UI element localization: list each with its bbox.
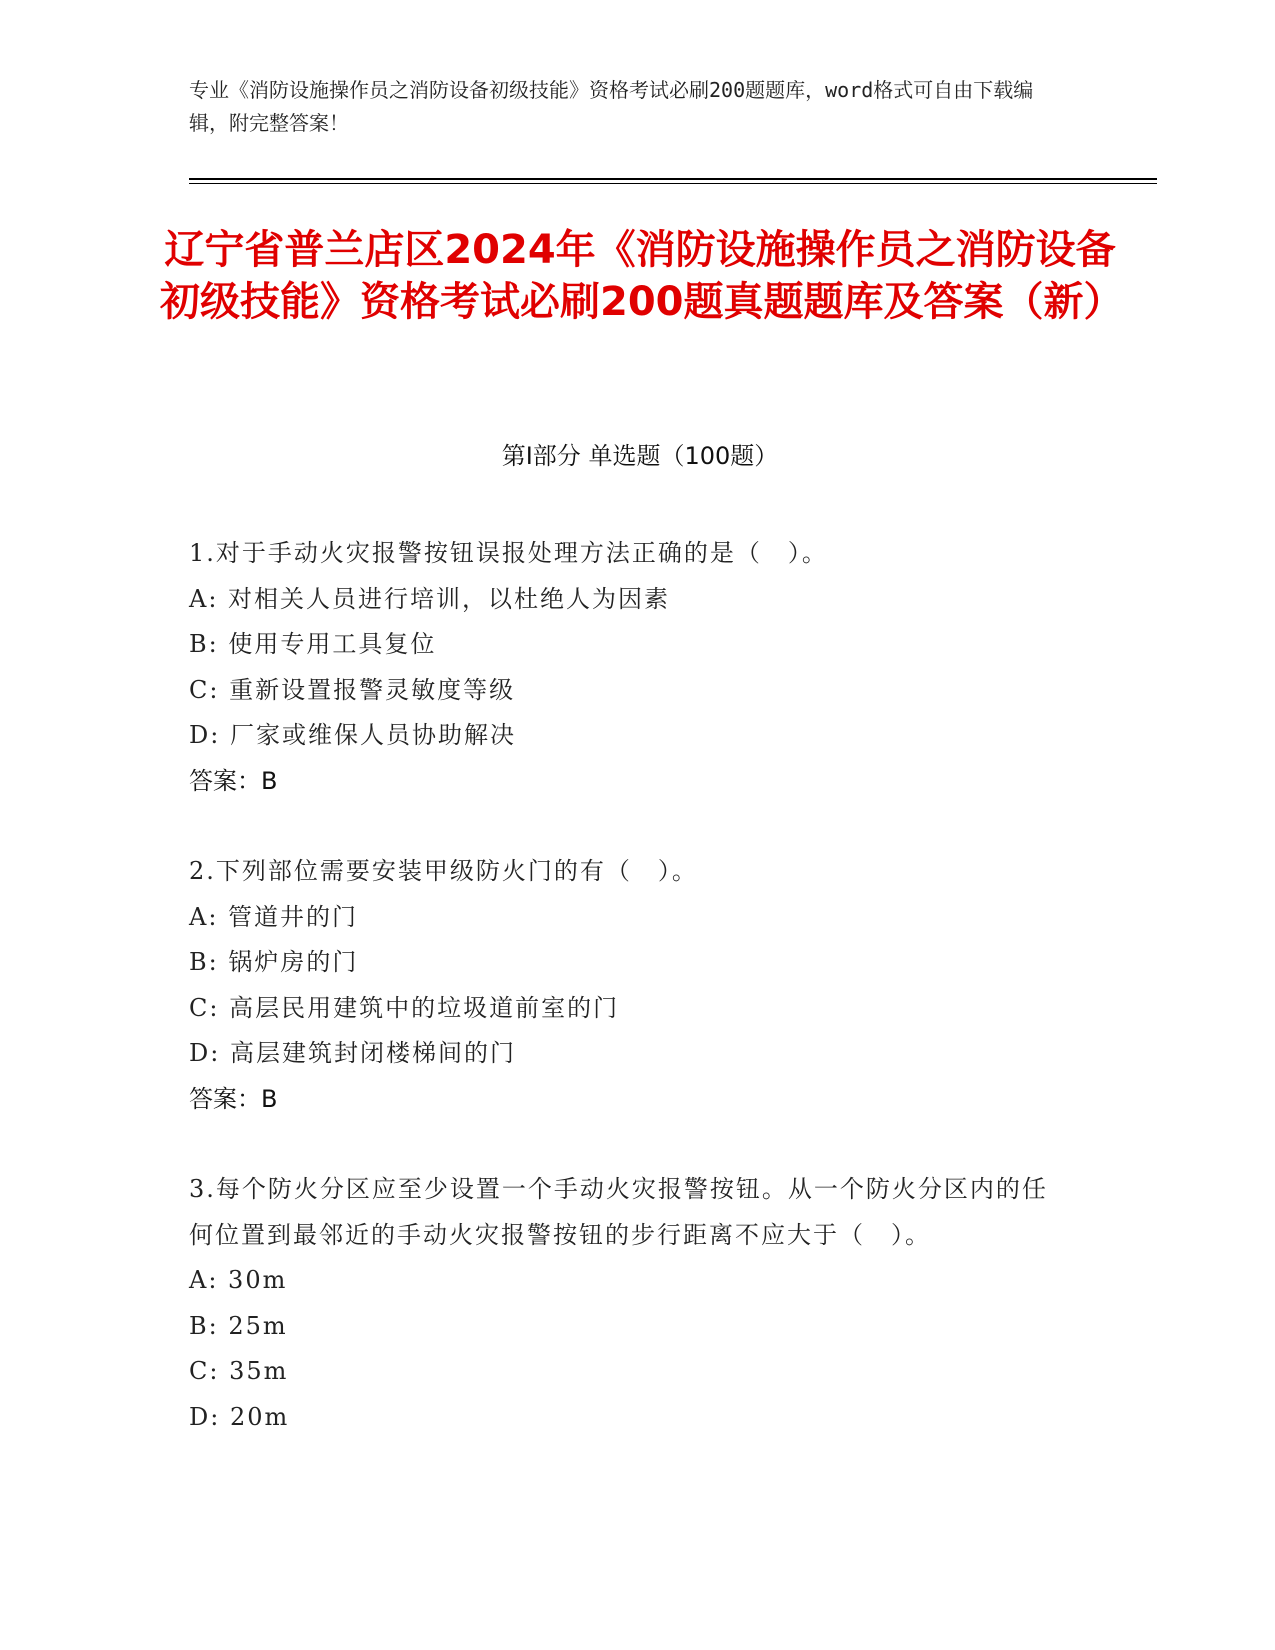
header-note: 专业《消防设施操作员之消防设备初级技能》资格考试必刷200题题库，word格式可自由下载编辑，附完整答案！ bbox=[189, 78, 1034, 135]
section-heading: 第Ⅰ部分 单选题（100题） bbox=[501, 442, 779, 470]
option-b: B: 锅炉房的门 bbox=[189, 948, 359, 976]
option-a: A: 管道井的门 bbox=[189, 902, 359, 931]
option-c: C: 高层民用建筑中的垃圾道前室的门 bbox=[189, 993, 620, 1022]
option-b: B: 使用专用工具复位 bbox=[189, 630, 437, 658]
question-stem: 1.对于手动火灾报警按钮误报处理方法正确的是（ ）。 bbox=[189, 539, 828, 567]
option-a: A: 对相关人员进行培训，以杜绝人为因素 bbox=[189, 584, 671, 613]
option-d: D: 厂家或维保人员协助解决 bbox=[189, 721, 516, 749]
question-list bbox=[189, 531, 1069, 1485]
question-1 bbox=[189, 531, 1069, 804]
header-rule-thick bbox=[189, 178, 1157, 180]
header-rule-thin bbox=[189, 183, 1157, 184]
document-title: 辽宁省普兰店区2024年《消防设施操作员之消防设备初级技能》资格考试必刷200题真题题库及答案（新） bbox=[160, 227, 1124, 325]
option-a: A: 30m bbox=[189, 1266, 288, 1294]
question-3 bbox=[189, 1167, 1069, 1440]
question-stem: 3.每个防火分区应至少设置一个手动火灾报警按钮。从一个防火分区内的任何位置到最邻近的手动火灾报警按钮的步行距离不应大于（ ）。 bbox=[189, 1175, 1048, 1249]
option-d: D: 20m bbox=[189, 1402, 290, 1431]
answer-line: 答案：B bbox=[189, 1084, 278, 1113]
question-2 bbox=[189, 849, 1069, 1122]
question-stem: 2.下列部位需要安装甲级防火门的有（ ）。 bbox=[189, 857, 698, 885]
answer-line: 答案：B bbox=[189, 766, 278, 795]
option-c: C: 重新设置报警灵敏度等级 bbox=[189, 675, 516, 704]
option-d: D: 高层建筑封闭楼梯间的门 bbox=[189, 1039, 516, 1067]
option-c: C: 35m bbox=[189, 1357, 289, 1385]
option-b: B: 25m bbox=[189, 1311, 288, 1340]
